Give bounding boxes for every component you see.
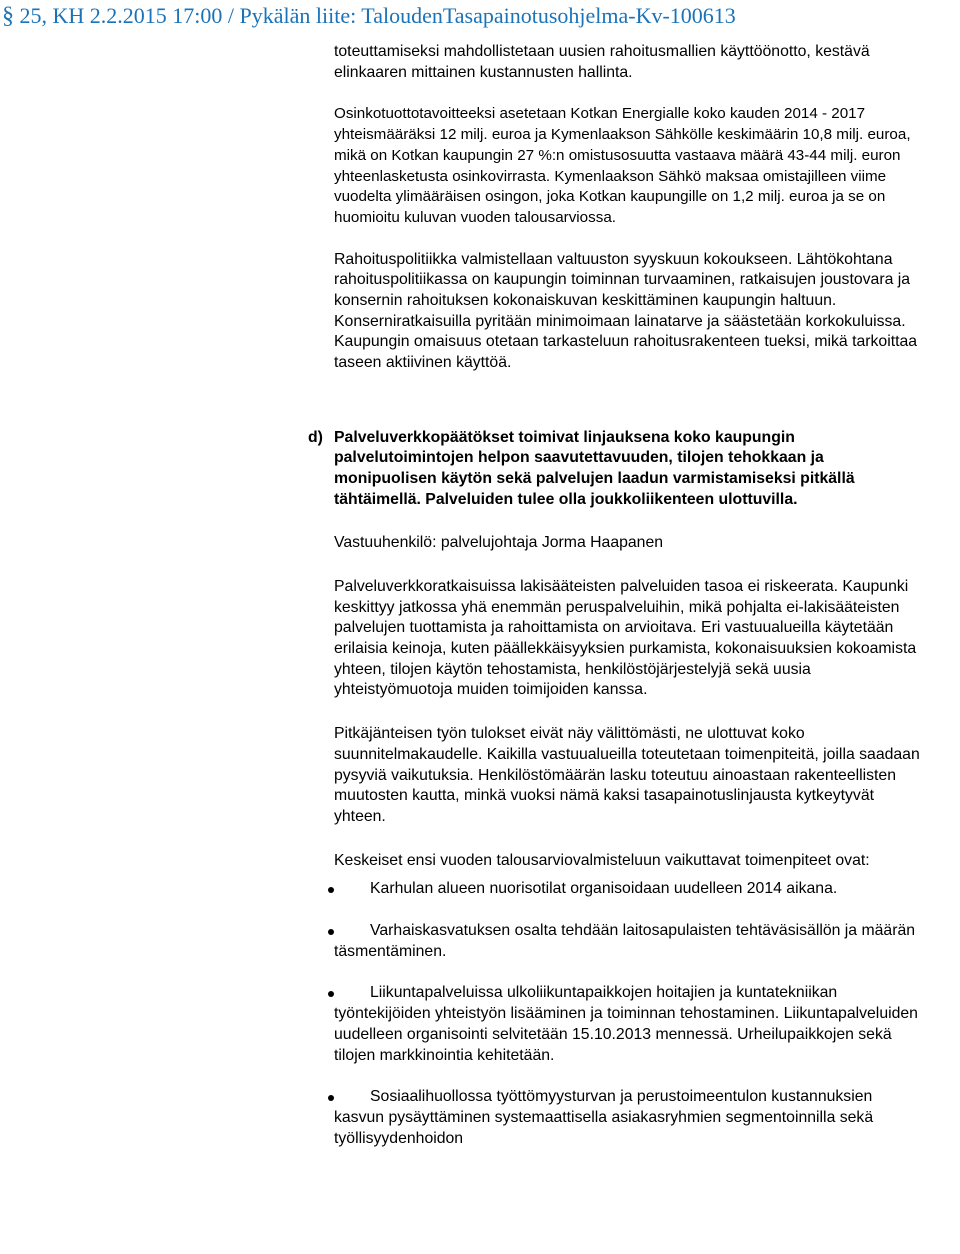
paragraph-dividends: Osinkotuottotavoitteeksi asetetaan Kotkan Energialle koko kauden 2014 - 2017 yhteismääräksi 12 milj. euroa ja Kymenlaakson Sähkölle keskimäärin 10,8 milj. euroa, mikä on Kotkan kaupungin 27 %:n omistusosuutta vastaava määrä 43-44 milj. euron yhteenlasketusta osinkovirrasta. Kymenlaakson Sähkö maksaa omistajilleen viime vuodelta ylimääräisen osingon, joka Kotkan kaupungille on 1,2 milj. euroa ja se on huomioitu kuluvan vuoden talousarviossa. <box>334 105 911 226</box>
list-item <box>300 1087 924 1149</box>
header-text: 25, KH 2.2.2015 17:00 / Pykälän liite: TaloudenTasapainotusohjelma-Kv-100613 <box>19 3 736 28</box>
section-label: d) <box>308 428 323 446</box>
list-item <box>300 983 924 1066</box>
section-heading-text: Palveluverkkopäätökset toimivat linjauksena koko kaupungin palvelutoimintojen helpon saavutettavuuden, tilojen tehokkaan ja monipuolisen käytön sekä palvelujen laadun varmistamiseksi pitkällä tähtäimellä. Palveluiden tulee olla joukkoliikenteen ulottuvilla. <box>334 428 855 508</box>
paragraph-financing-policy: Rahoituspolitiikka valmistellaan valtuuston syyskuun kokoukseen. Lähtökohtana rahoituspolitiikassa on kaupungin toiminnan turvaaminen, ratkaisujen joustovara ja konsernin rahoituksen kokonaiskuvan keskittäminen kaupungin haltuun. Konserniratkaisuilla pyritään minimoimaan lainatarve ja säästetään korkokuluissa. Kaupungin omaisuus otetaan tarkasteluun rahoitusrakenteen tueksi, mikä tarkoittaa taseen aktiivinen käyttöä. <box>334 250 918 372</box>
measures-list <box>334 879 924 1149</box>
list-item <box>300 921 924 962</box>
list-item-text: Sosiaalihuollossa työttömyysturvan ja perustoimeentulon kustannuksien kasvun pysäyttäminen systemaattisella asiakasryhmien segmentoinnilla sekä työllisyydenhoidon <box>334 1088 874 1147</box>
list-item <box>300 879 924 900</box>
bullet-icon <box>328 929 334 935</box>
section-heading-d <box>308 428 924 510</box>
list-item-text: Karhulan alueen nuorisotilat organisoidaan uudelleen 2014 aikana. <box>370 880 838 898</box>
paragraph-service-network: Palveluverkkoratkaisuissa lakisääteisten palveluiden tasoa ei riskeerata. Kaupunki keskittyy jatkossa yhä enemmän peruspalveluihin, mikä pohjalta ei-lakisääteisten palvelujen tuottamista ja rahoittamista on arvioitava. Eri vastuualueilla käytetään erilaisia keinoja, kuten päällekkäisyyksien purkamista, kokonaisuuksien kokoamista yhteen, tilojen käytön tehostamista, henkilöstöjärjestelyjä sekä uusia yhteistyömuotoja muiden toimijoiden kanssa. <box>334 577 917 699</box>
list-item-text: Liikuntapalveluissa ulkoliikuntapaikkojen hoitajien ja kuntatekniikan työntekijöiden yhteistyön lisääminen ja toiminnan tehostaminen. Liikuntapalveluiden uudelleen organisointi selvitetään 15.10.2013 mennessä. Urheilupaikkojen sekä tilojen markkinointia kehitetään. <box>334 984 918 1064</box>
document-body <box>308 42 924 1149</box>
list-item-text: Varhaiskasvatuksen osalta tehdään laitosapulaisten tehtäväsisällön ja määrän täsmentäminen. <box>334 922 916 960</box>
page-header <box>0 0 960 34</box>
bullet-icon <box>328 887 334 893</box>
bullet-icon <box>328 991 334 997</box>
section-sign: § <box>2 3 14 29</box>
paragraph-financing: toteuttamiseksi mahdollistetaan uusien rahoitusmallien käyttöönotto, kestävä elinkaaren mittainen kustannusten hallinta. <box>334 43 870 81</box>
responsible-person: Vastuuhenkilö: palvelujohtaja Jorma Haapanen <box>334 534 664 552</box>
paragraph-long-term: Pitkäjänteisen työn tulokset eivät näy välittömästi, ne ulottuvat koko suunnitelmakaudelle. Kaikilla vastuualueilla toteutetaan toimenpiteitä, joilla saadaan pysyviä vaikutuksia. Henkilöstömäärän lasku toteutuu ainoastaan rakenteellisten muutosten kautta, minkä vuoksi nämä kaksi tasapainotuslinjausta kytkeytyvät yhteen. <box>334 725 920 825</box>
paragraph-key-measures: Keskeiset ensi vuoden talousarviovalmisteluun vaikuttavat toimenpiteet ovat: <box>334 851 870 869</box>
bullet-icon <box>328 1095 334 1101</box>
